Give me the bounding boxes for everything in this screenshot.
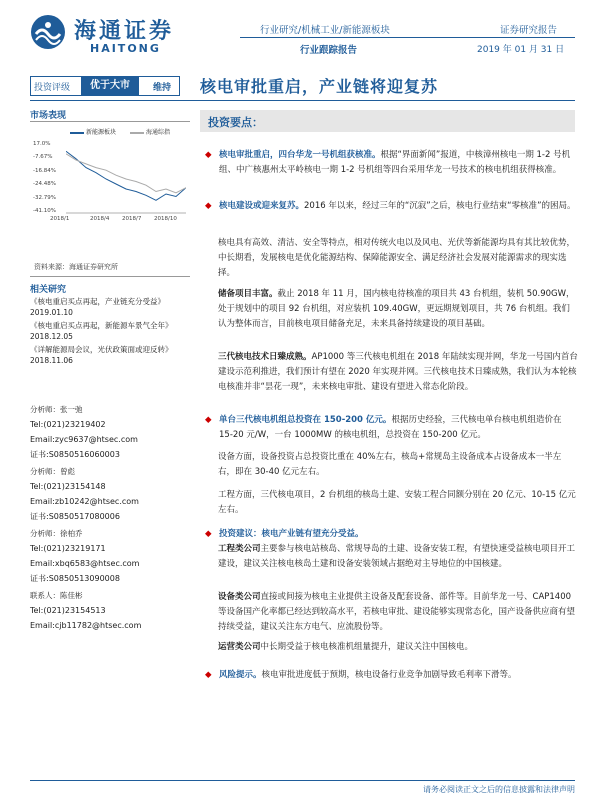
analyst-email[interactable]: Email:cjb11782@htsec.com [30, 621, 142, 630]
header-report-kind: 证券研究报告 [500, 25, 558, 36]
footer-divider [30, 780, 575, 781]
p6-lead: 单台三代核电机组总投资在 150-200 亿元。 [219, 415, 392, 425]
p12 [218, 640, 578, 655]
analyst-block [30, 402, 190, 462]
y-tick-label: -7.67% [33, 154, 53, 160]
y-tick-label: -16.84% [33, 168, 56, 174]
x-tick-label: 2018/1 [50, 216, 70, 222]
p12-body: 中长期受益于核电核准机组量提升，建议关注中国核电。 [260, 642, 474, 652]
p9-lead: 投资建议：核电产业链有望充分受益。 [219, 529, 364, 539]
analyst-tel: Tel:(021)23219402 [30, 420, 106, 429]
related-item[interactable] [30, 296, 192, 318]
y-tick-label: 17.0% [33, 141, 51, 147]
p5 [218, 350, 578, 395]
rating-value: 优于大市 [81, 77, 139, 95]
footer-disclaimer[interactable]: 请务必阅读正文之后的信息披露和法律声明 [423, 785, 575, 794]
p13-body: 核电审批进度低于预期，核电设备行业竞争加剧导致毛利率下滑等。 [261, 670, 517, 680]
bullet-marker: ◆ [205, 415, 212, 425]
p4-lead: 储备项目丰富。 [218, 289, 278, 299]
market-heading: 市场表现 [30, 111, 67, 121]
related-item[interactable] [30, 320, 192, 342]
analyst-cert: 证书:S0850516060003 [30, 450, 120, 459]
legend-a-swatch [70, 132, 84, 134]
bullet-13 [205, 668, 577, 683]
bullet-9 [205, 527, 577, 542]
x-tick-label: 2018/4 [90, 216, 110, 222]
y-tick-label: -24.48% [33, 181, 56, 187]
bullet-6 [205, 413, 577, 443]
p5-body: AP1000 等三代核电机组在 2018 年陆续实现并网，华龙一号国内首台建设示范利推进，我们预计有望在 2020 年实现并网。三代核电技术日臻成熟，我们认为本轮核电核准并非“昙花一现”，未来核电审批、建设有望进入常态化阶段。 [218, 352, 578, 392]
bullet-marker: ◆ [205, 670, 212, 680]
analyst-block [30, 464, 190, 524]
bullet-marker: ◆ [205, 529, 212, 539]
p2-lead: 核电建设或迎来复苏。 [219, 201, 305, 211]
analyst-list [30, 402, 190, 633]
analyst-name: 分析师：张一弛 [30, 405, 83, 414]
p4-body: 截止 2018 年 11 月，国内核电待核准的项目共 43 台机组，装机 50.90GW，处于规划中的项目 92 台机组，对应装机 109.40GW，更远期规划项目，共 76 台机组。我们认为整体而言，目前核电项目储备充足，未来具备持续建设的项目基础。 [218, 289, 575, 329]
report-title: 核电审批重启，产业链将迎复苏 [200, 77, 439, 96]
haitong-logo-icon [30, 14, 66, 50]
series-line-2 [66, 154, 186, 193]
p4 [218, 287, 578, 332]
related-item-title[interactable]: 《核电重启买点再起，产业链充分受益》 [30, 297, 165, 306]
bullet-marker: ◆ [205, 201, 212, 211]
header-date: 2019 年 01 月 31 日 [477, 45, 565, 55]
header-report-type: 行业跟踪报告 [300, 45, 358, 56]
x-tick-label: 2018/10 [154, 216, 177, 222]
analyst-name: 分析师：徐柏乔 [30, 529, 83, 538]
analyst-block [30, 526, 190, 586]
y-tick-label: -32.79% [33, 195, 56, 201]
header-divider [240, 37, 575, 38]
legend-b: 海通综指 [146, 129, 171, 136]
related-item-date: 2019.01.10 [30, 308, 73, 317]
p8: 工程方面，三代核电项目，2 台机组的核岛土建、安装工程合同额分别在 20 亿元、10-15 亿元左右。 [218, 490, 576, 515]
analyst-name: 分析师：曾彪 [30, 467, 75, 476]
market-source: 资料来源：海通证券研究所 [34, 263, 118, 271]
x-tick-label: 2018/7 [122, 216, 142, 222]
p1-body: 根据“界面新闻”报道，中核漳州核电一期 1-2 号机组、中广核惠州太平岭核电一期 1-2 号机组等四台采用华龙一号技术的核电机组获得核准。 [219, 150, 571, 175]
key-points-header [200, 110, 575, 132]
related-item-date: 2018.11.06 [30, 356, 73, 365]
analyst-name: 联系人：陈佳彬 [30, 591, 83, 600]
bullet-marker: ◆ [205, 150, 212, 160]
rating-action: 维持 [153, 83, 172, 93]
market-underline [30, 121, 190, 122]
p11 [218, 590, 578, 635]
bullet-2 [205, 199, 577, 214]
market-line-chart [66, 140, 186, 215]
analyst-tel: Tel:(021)23219171 [30, 544, 106, 553]
analyst-tel: Tel:(021)23154148 [30, 482, 106, 491]
title-divider [30, 100, 575, 101]
related-item-date: 2018.12.05 [30, 332, 73, 341]
related-item-title[interactable]: 《核电重启买点再起，新能源车景气全年》 [30, 321, 173, 330]
p12-lead: 运营类公司 [218, 642, 261, 652]
p1-lead: 核电审批重启，四台华龙一号机组获核准。 [219, 150, 381, 160]
p10 [218, 542, 578, 572]
series-line-1 [66, 151, 186, 200]
analyst-cert: 证书:S0850513090008 [30, 574, 120, 583]
y-tick-label: -41.10% [33, 208, 56, 214]
related-item-title[interactable]: 《详解能源局会议，光伏政策面或迎反转》 [30, 345, 173, 354]
p6-body: 根据历史经验，三代核电单台核电机组造价在 15-20 元/W，一台 1000MW 的核电机组，总投资在 150-200 亿元。 [219, 415, 562, 440]
key-points-heading: 投资要点： [208, 116, 263, 129]
analyst-cert: 证书:S0850517080006 [30, 512, 120, 521]
p10-body: 主要参与核电站核岛、常规导岛的土建、设备安装工程，有望快速受益核电项目开工建设，建议关注核电核岛土建和设备安装领域占据绝对主导地位的中国核建。 [218, 544, 576, 569]
source-underline [30, 276, 190, 277]
analyst-email[interactable]: Email:zyc9637@htsec.com [30, 435, 138, 444]
related-item[interactable] [30, 344, 192, 366]
p13-lead: 风险提示。 [219, 670, 262, 680]
p2-body: 2016 年以来，经过三年的“沉寂”之后，核电行业结束“零核准”的困局。 [304, 201, 576, 211]
legend-a: 新能源板块 [86, 129, 117, 136]
p7: 设备方面，设备投资占总投资比重在 40%左右，核岛+常规岛主设备成本占设备成本一半左右，即在 30-40 亿元左右。 [218, 452, 562, 477]
header-category: 行业研究/机械工业/新能源板块 [260, 25, 390, 36]
rating-box [30, 76, 180, 96]
analyst-tel: Tel:(021)23154513 [30, 606, 106, 615]
bullet-1 [205, 148, 577, 178]
p3: 核电具有高效、清洁、安全等特点，相对传统火电以及风电、光伏等新能源均具有其比较优势，中长期看，发展核电是优化能源结构、保障能源安全、满足经济社会发展对能源需求的现实选择。 [218, 238, 576, 278]
p10-lead: 工程类公司 [218, 544, 261, 554]
analyst-email[interactable]: Email:xbq6583@htsec.com [30, 559, 140, 568]
related-list [30, 296, 192, 366]
analyst-block [30, 588, 190, 633]
market-chart [30, 124, 190, 228]
analyst-email[interactable]: Email:zb10242@htsec.com [30, 497, 139, 506]
related-heading: 相关研究 [30, 285, 67, 295]
p11-body: 直接或间接为核电主业提供主设备及配套设备、部件等。目前华龙一号、CAP1400 等设备国产化率都已经达到较高水平，若核电审批、建设能够实现常态化，国产设备供应商有望持续受益，建议关注东方电气、应流股份等。 [218, 592, 576, 632]
logo-cn: 海通证券 [74, 18, 175, 44]
rating-label: 投资评级 [34, 83, 71, 93]
legend-b-swatch [130, 132, 144, 134]
p5-lead: 三代核电技术日臻成熟。 [218, 352, 312, 362]
p11-lead: 设备类公司 [218, 592, 261, 602]
logo-en: HAITONG [90, 42, 161, 55]
logo [30, 10, 180, 54]
